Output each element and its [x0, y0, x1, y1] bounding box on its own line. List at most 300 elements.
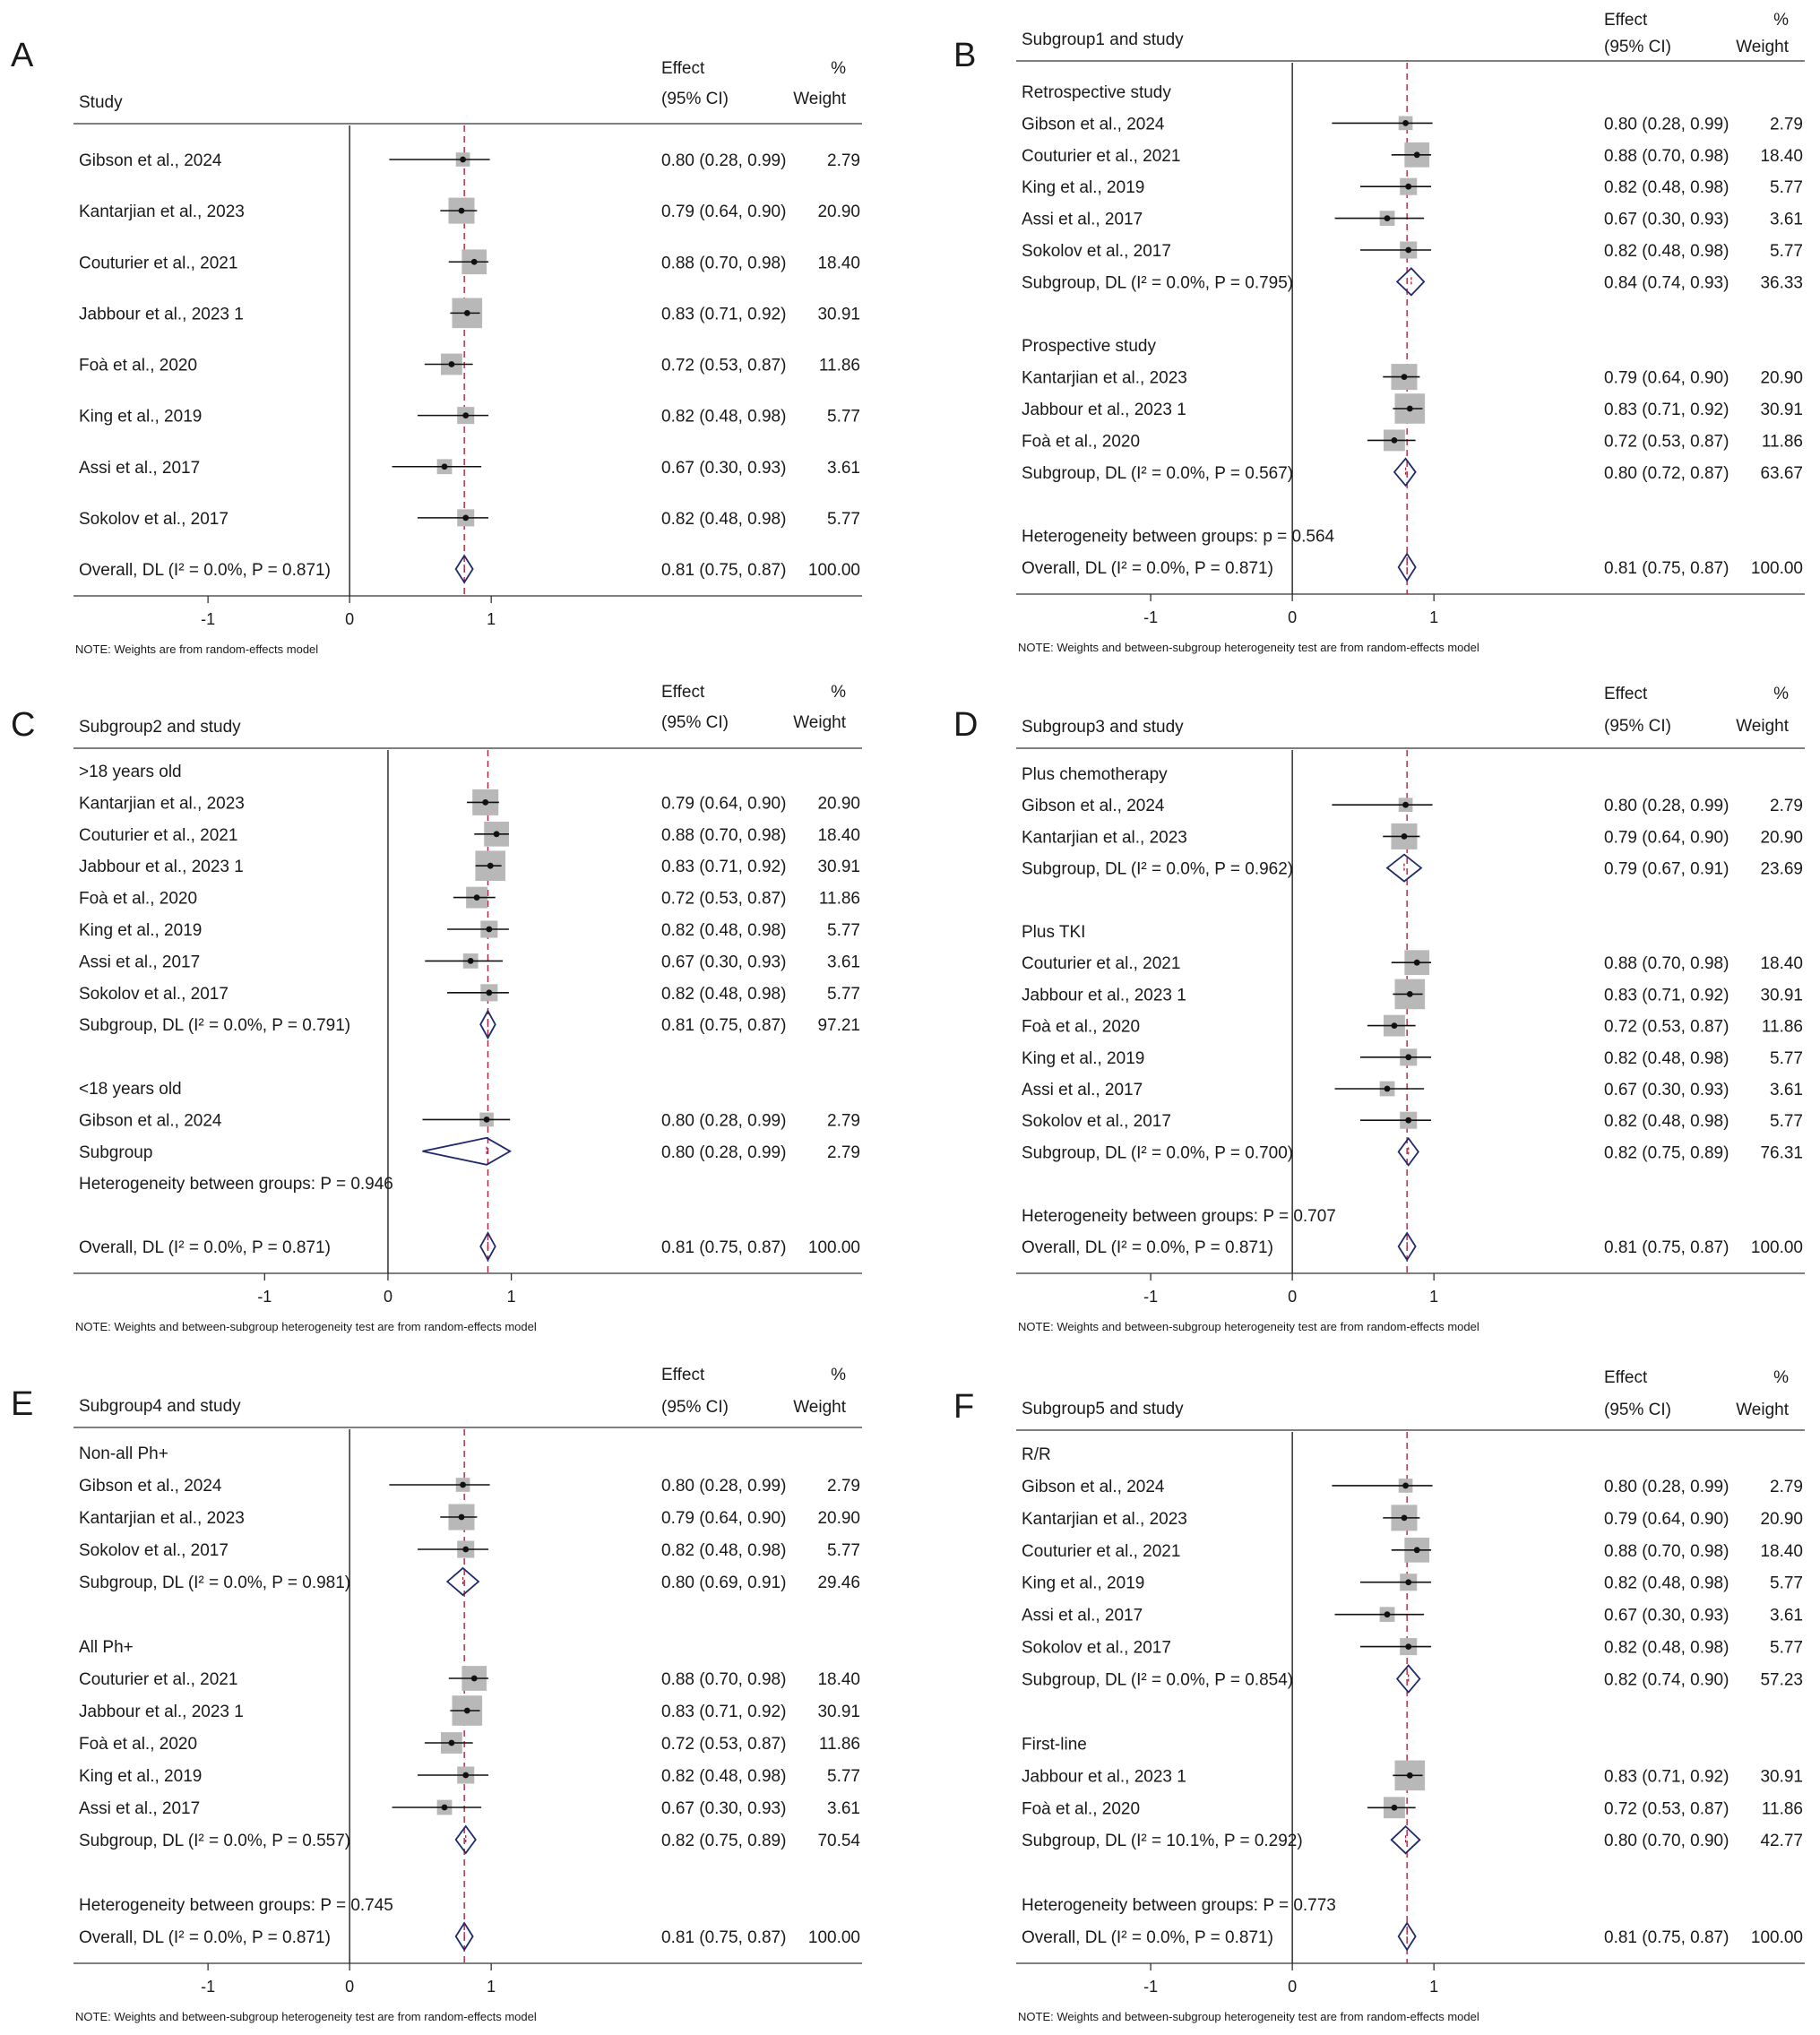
forest-panel-e: [11, 1366, 862, 2023]
study-row-label: Foà et al., 2020: [1022, 1799, 1141, 1819]
study-row-effect-ci: 0.88 (0.70, 0.98): [661, 1670, 787, 1689]
x-tick-label: 0: [1288, 1978, 1298, 1996]
column-header-ci: (95% CI): [1604, 38, 1671, 56]
study-point-estimate: [486, 989, 492, 996]
panel-label: E: [11, 1385, 34, 1423]
study-row-weight: 20.90: [817, 794, 860, 814]
study-row-weight: 2.79: [1770, 1477, 1803, 1496]
study-row-weight: 5.77: [1770, 1638, 1803, 1658]
study-row-weight: 20.90: [817, 1509, 860, 1528]
study-row-effect-ci: 0.80 (0.28, 0.99): [1604, 797, 1729, 816]
study-row-effect-ci: 0.82 (0.48, 0.98): [661, 1767, 787, 1786]
study-row-weight: 20.90: [817, 203, 860, 222]
study-row-label: Assi et al., 2017: [79, 1799, 201, 1818]
study-row-label: Gibson et al., 2024: [79, 1111, 222, 1131]
study-row-effect-ci: 0.79 (0.64, 0.90): [1604, 828, 1729, 848]
study-row-weight: 2.79: [1770, 797, 1803, 816]
column-header-study: Subgroup3 and study: [1022, 718, 1184, 737]
study-point-estimate: [459, 1514, 465, 1521]
subgroup-row-weight: 63.67: [1760, 463, 1803, 483]
study-row-effect-ci: 0.67 (0.30, 0.93): [1604, 1606, 1729, 1625]
study-point-estimate: [1405, 247, 1411, 254]
subgroup-row-effect-ci: 0.79 (0.67, 0.91): [1604, 859, 1729, 879]
overall-row-effect-ci: 0.81 (0.75, 0.87): [1604, 1238, 1729, 1257]
study-row-label: King et al., 2019: [79, 407, 203, 427]
column-header-study: Subgroup1 and study: [1022, 30, 1184, 49]
x-tick-label: 0: [1288, 608, 1298, 626]
x-tick-label: 0: [345, 1978, 355, 1996]
study-point-estimate: [494, 831, 500, 837]
study-row-effect-ci: 0.67 (0.30, 0.93): [661, 953, 787, 972]
study-row-label: Jabbour et al., 2023 1: [79, 305, 244, 324]
panel-label: A: [11, 37, 34, 74]
study-row-label: Kantarjian et al., 2023: [79, 1509, 245, 1528]
study-row-effect-ci: 0.72 (0.53, 0.87): [1604, 1799, 1729, 1819]
study-row-label: King et al., 2019: [1022, 1574, 1145, 1593]
x-tick-label: -1: [1143, 1978, 1159, 1996]
study-row-weight: 20.90: [1760, 1509, 1803, 1529]
study-row-effect-ci: 0.79 (0.64, 0.90): [1604, 1509, 1729, 1529]
study-row-weight: 3.61: [827, 953, 860, 972]
study-row-weight: 30.91: [1760, 401, 1803, 419]
study-row-effect-ci: 0.88 (0.70, 0.98): [1604, 954, 1729, 974]
header-row-label: R/R: [1022, 1445, 1051, 1464]
study-point-estimate: [1402, 1483, 1409, 1489]
study-point-estimate: [1402, 802, 1409, 808]
header-row-label: Non-all Ph+: [79, 1444, 168, 1463]
study-row-label: Foà et al., 2020: [79, 356, 198, 375]
study-point-estimate: [1407, 406, 1413, 412]
study-point-estimate: [1384, 215, 1391, 221]
forest-panel-d: [953, 685, 1805, 1333]
subgroup-row-label: Subgroup, DL (I² = 0.0%, P = 0.791): [79, 1016, 351, 1036]
overall-row-weight: 100.00: [807, 561, 860, 580]
study-row-weight: 30.91: [817, 305, 860, 324]
study-row-label: King et al., 2019: [79, 921, 203, 940]
study-row-label: Sokolov et al., 2017: [79, 1541, 229, 1560]
study-row-label: Assi et al., 2017: [79, 953, 201, 972]
study-row-effect-ci: 0.88 (0.70, 0.98): [661, 825, 787, 845]
study-point-estimate: [1405, 1054, 1411, 1060]
column-header-percent: %: [1773, 1368, 1789, 1387]
x-tick-label: 1: [506, 1288, 516, 1306]
study-point-estimate: [482, 799, 488, 806]
column-header-effect: Effect: [661, 683, 705, 702]
study-point-estimate: [484, 1117, 490, 1123]
overall-row-label: Overall, DL (I² = 0.0%, P = 0.871): [1022, 559, 1273, 578]
study-point-estimate: [1392, 1022, 1398, 1029]
subgroup-row-weight: 36.33: [1760, 273, 1803, 293]
column-header-percent: %: [831, 683, 846, 702]
study-row-label: Gibson et al., 2024: [1022, 115, 1165, 134]
subgroup-row-effect-ci: 0.81 (0.75, 0.87): [661, 1016, 787, 1036]
study-row-weight: 3.61: [827, 458, 860, 478]
study-row-label: King et al., 2019: [79, 1767, 203, 1786]
study-point-estimate: [487, 863, 494, 869]
column-header-percent: %: [1773, 685, 1789, 703]
study-point-estimate: [1407, 1772, 1413, 1779]
subgroup-row-weight: 2.79: [827, 1143, 860, 1162]
header-row-label: All Ph+: [79, 1638, 134, 1657]
study-point-estimate: [442, 463, 448, 470]
column-header-effect: Effect: [1604, 11, 1648, 30]
study-row-effect-ci: 0.88 (0.70, 0.98): [1604, 1541, 1729, 1561]
column-header-weight: Weight: [793, 713, 846, 732]
x-tick-label: 1: [487, 1978, 496, 1996]
x-tick-label: -1: [1143, 1288, 1159, 1306]
subgroup-row-effect-ci: 0.84 (0.74, 0.93): [1604, 273, 1729, 293]
study-point-estimate: [1402, 374, 1408, 380]
x-tick-label: 0: [1288, 1288, 1298, 1306]
text-row-label: Heterogeneity between groups: p = 0.564: [1022, 527, 1335, 547]
text-row-label: Heterogeneity between groups: P = 0.745: [79, 1896, 393, 1915]
subgroup-row-label: Subgroup, DL (I² = 0.0%, P = 0.557): [79, 1832, 351, 1850]
x-tick-label: -1: [1143, 608, 1159, 626]
study-row-label: Couturier et al., 2021: [79, 1670, 238, 1689]
panel-label: F: [953, 1388, 975, 1426]
subgroup-row-label: Subgroup, DL (I² = 0.0%, P = 0.981): [79, 1574, 351, 1592]
study-row-weight: 30.91: [1760, 986, 1803, 1005]
subgroup-row-effect-ci: 0.80 (0.70, 0.90): [1604, 1832, 1729, 1851]
study-point-estimate: [464, 310, 470, 316]
study-row-effect-ci: 0.67 (0.30, 0.93): [661, 458, 787, 478]
subgroup-row-effect-ci: 0.82 (0.75, 0.89): [661, 1832, 787, 1850]
study-row-weight: 18.40: [817, 254, 860, 273]
study-row-weight: 3.61: [827, 1799, 860, 1818]
study-point-estimate: [464, 1708, 470, 1714]
study-point-estimate: [1405, 184, 1411, 190]
study-row-label: Sokolov et al., 2017: [1022, 1638, 1171, 1658]
column-header-weight: Weight: [793, 1398, 846, 1417]
study-row-effect-ci: 0.82 (0.48, 0.98): [661, 921, 787, 940]
study-row-effect-ci: 0.82 (0.48, 0.98): [661, 407, 787, 427]
overall-row-weight: 100.00: [1750, 559, 1803, 578]
study-row-effect-ci: 0.83 (0.71, 0.92): [661, 305, 787, 324]
study-row-weight: 30.91: [1760, 1767, 1803, 1787]
text-row-label: Heterogeneity between groups: P = 0.707: [1022, 1206, 1336, 1226]
subgroup-row-effect-ci: 0.80 (0.69, 0.91): [661, 1574, 787, 1592]
study-point-estimate: [460, 157, 466, 163]
column-header-study: Study: [79, 93, 123, 112]
study-row-weight: 5.77: [827, 1767, 860, 1786]
subgroup-row-weight: 70.54: [817, 1832, 860, 1850]
overall-row-effect-ci: 0.81 (0.75, 0.87): [661, 561, 787, 580]
study-row-weight: 2.79: [827, 1111, 860, 1131]
study-row-weight: 11.86: [818, 889, 860, 909]
study-row-label: Jabbour et al., 2023 1: [1022, 986, 1186, 1005]
subgroup-row-label: Subgroup, DL (I² = 0.0%, P = 0.700): [1022, 1143, 1294, 1163]
study-row-weight: 5.77: [1770, 1574, 1803, 1593]
study-row-weight: 5.77: [1770, 178, 1803, 198]
study-row-label: Sokolov et al., 2017: [1022, 1112, 1171, 1132]
column-header-percent: %: [1773, 11, 1789, 30]
subgroup-row-label: Subgroup, DL (I² = 0.0%, P = 0.854): [1022, 1670, 1294, 1690]
subgroup-row-weight: 42.77: [1760, 1832, 1803, 1851]
column-header-effect: Effect: [661, 59, 705, 78]
study-row-label: Couturier et al., 2021: [79, 825, 238, 845]
overall-row-weight: 100.00: [1750, 1238, 1803, 1257]
study-point-estimate: [1414, 1547, 1420, 1553]
study-row-effect-ci: 0.82 (0.48, 0.98): [1604, 1112, 1729, 1132]
study-row-label: Kantarjian et al., 2023: [1022, 1509, 1187, 1529]
study-point-estimate: [462, 412, 469, 418]
subgroup-diamond: [1397, 268, 1424, 295]
study-row-weight: 5.77: [1770, 1048, 1803, 1068]
study-row-weight: 3.61: [1770, 1081, 1803, 1099]
x-tick-label: -1: [201, 610, 216, 628]
study-row-weight: 18.40: [817, 1670, 860, 1689]
panel-label: B: [953, 37, 977, 74]
header-row-label: Retrospective study: [1022, 83, 1171, 102]
study-row-weight: 5.77: [1770, 1112, 1803, 1132]
column-header-percent: %: [831, 59, 846, 78]
x-tick-label: 1: [1429, 1288, 1439, 1306]
study-row-effect-ci: 0.72 (0.53, 0.87): [661, 1735, 787, 1754]
study-row-label: Couturier et al., 2021: [1022, 954, 1181, 974]
subgroup-row-effect-ci: 0.80 (0.72, 0.87): [1604, 463, 1729, 483]
column-header-weight: Weight: [1736, 1401, 1789, 1419]
study-row-effect-ci: 0.72 (0.53, 0.87): [1604, 1017, 1729, 1037]
study-row-weight: 11.86: [818, 356, 860, 375]
study-row-weight: 11.86: [1761, 1799, 1803, 1819]
study-point-estimate: [1402, 1514, 1408, 1521]
study-row-effect-ci: 0.82 (0.48, 0.98): [661, 509, 787, 529]
header-row-label: >18 years old: [79, 763, 182, 781]
column-header-weight: Weight: [793, 90, 846, 108]
forest-panel-c: [11, 683, 862, 1333]
study-point-estimate: [1414, 151, 1420, 158]
column-header-ci: (95% CI): [1604, 1401, 1671, 1419]
subgroup-diamond: [423, 1138, 511, 1165]
study-row-effect-ci: 0.67 (0.30, 0.93): [661, 1799, 787, 1818]
study-row-effect-ci: 0.83 (0.71, 0.92): [661, 1703, 787, 1721]
study-row-effect-ci: 0.79 (0.64, 0.90): [661, 203, 787, 222]
study-row-label: Assi et al., 2017: [1022, 210, 1143, 229]
subgroup-row-label: Subgroup, DL (I² = 0.0%, P = 0.795): [1022, 273, 1294, 293]
subgroup-row-weight: 29.46: [817, 1574, 860, 1592]
header-row-label: First-line: [1022, 1735, 1087, 1755]
text-row-label: Heterogeneity between groups: P = 0.773: [1022, 1896, 1336, 1916]
footnote: NOTE: Weights and between-subgroup heterogeneity test are from random-effects model: [1018, 2010, 1479, 2023]
study-row-effect-ci: 0.79 (0.64, 0.90): [1604, 368, 1729, 388]
study-row-label: Sokolov et al., 2017: [79, 509, 229, 529]
overall-row-label: Overall, DL (I² = 0.0%, P = 0.871): [79, 1928, 331, 1947]
footnote: NOTE: Weights and between-subgroup heterogeneity test are from random-effects model: [1018, 1320, 1479, 1333]
study-row-weight: 5.77: [827, 921, 860, 940]
study-point-estimate: [462, 514, 469, 521]
study-row-label: Kantarjian et al., 2023: [79, 794, 245, 814]
study-row-weight: 30.91: [817, 858, 860, 877]
subgroup-row-effect-ci: 0.80 (0.28, 0.99): [661, 1143, 787, 1162]
subgroup-row-effect-ci: 0.82 (0.74, 0.90): [1604, 1670, 1729, 1690]
subgroup-row-label: Subgroup: [79, 1143, 153, 1162]
x-tick-label: -1: [257, 1288, 272, 1306]
study-point-estimate: [1402, 833, 1408, 840]
header-row-label: Prospective study: [1022, 337, 1156, 357]
study-row-effect-ci: 0.82 (0.48, 0.98): [1604, 178, 1729, 198]
subgroup-diamond: [1394, 459, 1416, 486]
column-header-effect: Effect: [1604, 1368, 1648, 1387]
subgroup-row-weight: 97.21: [817, 1016, 860, 1036]
overall-row-effect-ci: 0.81 (0.75, 0.87): [661, 1928, 787, 1947]
study-row-weight: 18.40: [817, 825, 860, 845]
study-row-label: Assi et al., 2017: [1022, 1606, 1143, 1625]
overall-row-weight: 100.00: [807, 1238, 860, 1257]
study-row-label: Assi et al., 2017: [79, 458, 201, 478]
study-row-label: Gibson et al., 2024: [79, 1477, 222, 1496]
study-row-weight: 3.61: [1770, 1606, 1803, 1625]
study-row-effect-ci: 0.72 (0.53, 0.87): [1604, 432, 1729, 452]
study-row-weight: 5.77: [1770, 242, 1803, 261]
subgroup-row-weight: 76.31: [1760, 1143, 1803, 1163]
header-row-label: <18 years old: [79, 1080, 182, 1099]
overall-row-effect-ci: 0.81 (0.75, 0.87): [1604, 559, 1729, 578]
study-row-effect-ci: 0.83 (0.71, 0.92): [1604, 1767, 1729, 1787]
study-point-estimate: [460, 1482, 466, 1488]
panel-label: D: [953, 706, 979, 744]
study-row-weight: 18.40: [1760, 1541, 1803, 1561]
study-row-effect-ci: 0.82 (0.48, 0.98): [661, 984, 787, 1004]
study-row-weight: 2.79: [827, 151, 860, 170]
study-row-label: Couturier et al., 2021: [1022, 146, 1181, 166]
study-point-estimate: [1402, 120, 1409, 126]
overall-row-label: Overall, DL (I² = 0.0%, P = 0.871): [1022, 1928, 1273, 1947]
forest-panel-a: [11, 37, 862, 656]
x-tick-label: 1: [1429, 1978, 1439, 1996]
study-row-weight: 11.86: [818, 1735, 860, 1754]
subgroup-row-weight: 23.69: [1760, 859, 1803, 879]
study-row-effect-ci: 0.83 (0.71, 0.92): [1604, 986, 1729, 1005]
study-row-weight: 3.61: [1770, 210, 1803, 229]
study-point-estimate: [1405, 1579, 1411, 1585]
column-header-study: Subgroup2 and study: [79, 718, 241, 737]
study-row-effect-ci: 0.67 (0.30, 0.93): [1604, 210, 1729, 229]
study-row-effect-ci: 0.79 (0.64, 0.90): [661, 1509, 787, 1528]
study-row-weight: 5.77: [827, 509, 860, 529]
study-row-effect-ci: 0.80 (0.28, 0.99): [661, 1111, 787, 1131]
study-row-effect-ci: 0.83 (0.71, 0.92): [661, 858, 787, 877]
column-header-effect: Effect: [1604, 685, 1648, 703]
column-header-ci: (95% CI): [661, 1398, 729, 1417]
overall-row-weight: 100.00: [807, 1928, 860, 1947]
study-point-estimate: [486, 927, 492, 933]
overall-row-effect-ci: 0.81 (0.75, 0.87): [1604, 1928, 1729, 1947]
study-point-estimate: [462, 1547, 469, 1553]
study-row-label: Gibson et al., 2024: [1022, 1477, 1165, 1496]
footnote: NOTE: Weights and between-subgroup heterogeneity test are from random-effects model: [75, 2010, 537, 2023]
forest-panel-b: [953, 11, 1805, 654]
study-row-label: Foà et al., 2020: [79, 1735, 198, 1754]
footnote: NOTE: Weights and between-subgroup heterogeneity test are from random-effects model: [75, 1320, 537, 1333]
column-header-percent: %: [831, 1366, 846, 1384]
study-point-estimate: [1392, 437, 1398, 444]
overall-row-label: Overall, DL (I² = 0.0%, P = 0.871): [79, 1238, 331, 1257]
column-header-ci: (95% CI): [661, 713, 729, 732]
study-row-effect-ci: 0.80 (0.28, 0.99): [661, 1477, 787, 1496]
study-row-weight: 5.77: [827, 984, 860, 1004]
column-header-weight: Weight: [1736, 38, 1789, 56]
subgroup-row-label: Subgroup, DL (I² = 10.1%, P = 0.292): [1022, 1832, 1303, 1851]
study-row-label: Jabbour et al., 2023 1: [1022, 401, 1186, 419]
study-row-weight: 2.79: [1770, 115, 1803, 134]
study-point-estimate: [462, 1772, 469, 1779]
study-row-label: Kantarjian et al., 2023: [79, 203, 245, 222]
study-point-estimate: [471, 259, 478, 265]
overall-row-label: Overall, DL (I² = 0.0%, P = 0.871): [79, 561, 331, 580]
footnote: NOTE: Weights and between-subgroup heterogeneity test are from random-effects model: [1018, 641, 1479, 654]
study-row-label: King et al., 2019: [1022, 178, 1145, 198]
study-point-estimate: [442, 1805, 448, 1811]
column-header-study: Subgroup5 and study: [1022, 1400, 1184, 1418]
study-row-weight: 18.40: [1760, 954, 1803, 974]
x-tick-label: 1: [1429, 608, 1439, 626]
study-row-weight: 11.86: [1761, 1017, 1803, 1037]
column-header-ci: (95% CI): [661, 90, 729, 108]
study-row-effect-ci: 0.82 (0.48, 0.98): [1604, 1574, 1729, 1593]
subgroup-row-label: Subgroup, DL (I² = 0.0%, P = 0.567): [1022, 463, 1294, 483]
study-row-effect-ci: 0.80 (0.28, 0.99): [661, 151, 787, 170]
study-point-estimate: [1405, 1643, 1411, 1650]
study-row-label: Gibson et al., 2024: [1022, 797, 1165, 816]
study-point-estimate: [474, 894, 480, 901]
study-row-label: Foà et al., 2020: [1022, 1017, 1141, 1037]
study-point-estimate: [449, 1740, 455, 1746]
x-tick-label: 0: [345, 610, 355, 628]
study-row-weight: 20.90: [1760, 828, 1803, 848]
study-row-effect-ci: 0.72 (0.53, 0.87): [661, 356, 787, 375]
study-row-label: Gibson et al., 2024: [79, 151, 222, 170]
study-point-estimate: [471, 1676, 478, 1682]
overall-row-weight: 100.00: [1750, 1928, 1803, 1947]
study-row-label: Kantarjian et al., 2023: [1022, 828, 1187, 848]
study-row-weight: 11.86: [1761, 432, 1803, 452]
study-point-estimate: [468, 958, 474, 964]
study-row-effect-ci: 0.82 (0.48, 0.98): [1604, 1048, 1729, 1068]
study-point-estimate: [1384, 1086, 1391, 1092]
study-row-label: Couturier et al., 2021: [1022, 1541, 1181, 1561]
study-row-effect-ci: 0.83 (0.71, 0.92): [1604, 401, 1729, 419]
study-row-label: Sokolov et al., 2017: [1022, 242, 1171, 261]
study-row-effect-ci: 0.67 (0.30, 0.93): [1604, 1081, 1729, 1099]
subgroup-row-label: Subgroup, DL (I² = 0.0%, P = 0.962): [1022, 859, 1294, 879]
study-row-label: Kantarjian et al., 2023: [1022, 368, 1187, 388]
x-tick-label: -1: [201, 1978, 216, 1996]
study-row-effect-ci: 0.80 (0.28, 0.99): [1604, 115, 1729, 134]
footnote: NOTE: Weights are from random-effects model: [75, 642, 319, 656]
column-header-effect: Effect: [661, 1366, 705, 1384]
x-tick-label: 1: [487, 610, 496, 628]
study-point-estimate: [449, 361, 455, 367]
study-row-label: Foà et al., 2020: [79, 889, 198, 909]
header-row-label: Plus chemotherapy: [1022, 765, 1168, 784]
study-point-estimate: [1392, 1805, 1398, 1811]
study-point-estimate: [459, 208, 465, 214]
study-row-weight: 5.77: [827, 1541, 860, 1560]
study-row-effect-ci: 0.79 (0.64, 0.90): [661, 794, 787, 814]
column-header-ci: (95% CI): [1604, 717, 1671, 736]
study-row-effect-ci: 0.82 (0.48, 0.98): [1604, 1638, 1729, 1658]
overall-row-effect-ci: 0.81 (0.75, 0.87): [661, 1238, 787, 1257]
study-row-label: Jabbour et al., 2023 1: [1022, 1767, 1186, 1787]
study-row-effect-ci: 0.88 (0.70, 0.98): [1604, 146, 1729, 166]
study-row-effect-ci: 0.82 (0.48, 0.98): [1604, 242, 1729, 261]
study-row-effect-ci: 0.80 (0.28, 0.99): [1604, 1477, 1729, 1496]
overall-row-label: Overall, DL (I² = 0.0%, P = 0.871): [1022, 1238, 1273, 1257]
subgroup-row-weight: 57.23: [1760, 1670, 1803, 1690]
study-point-estimate: [1405, 1117, 1411, 1124]
text-row-label: Heterogeneity between groups: P = 0.946: [79, 1175, 393, 1194]
study-row-effect-ci: 0.88 (0.70, 0.98): [661, 254, 787, 273]
